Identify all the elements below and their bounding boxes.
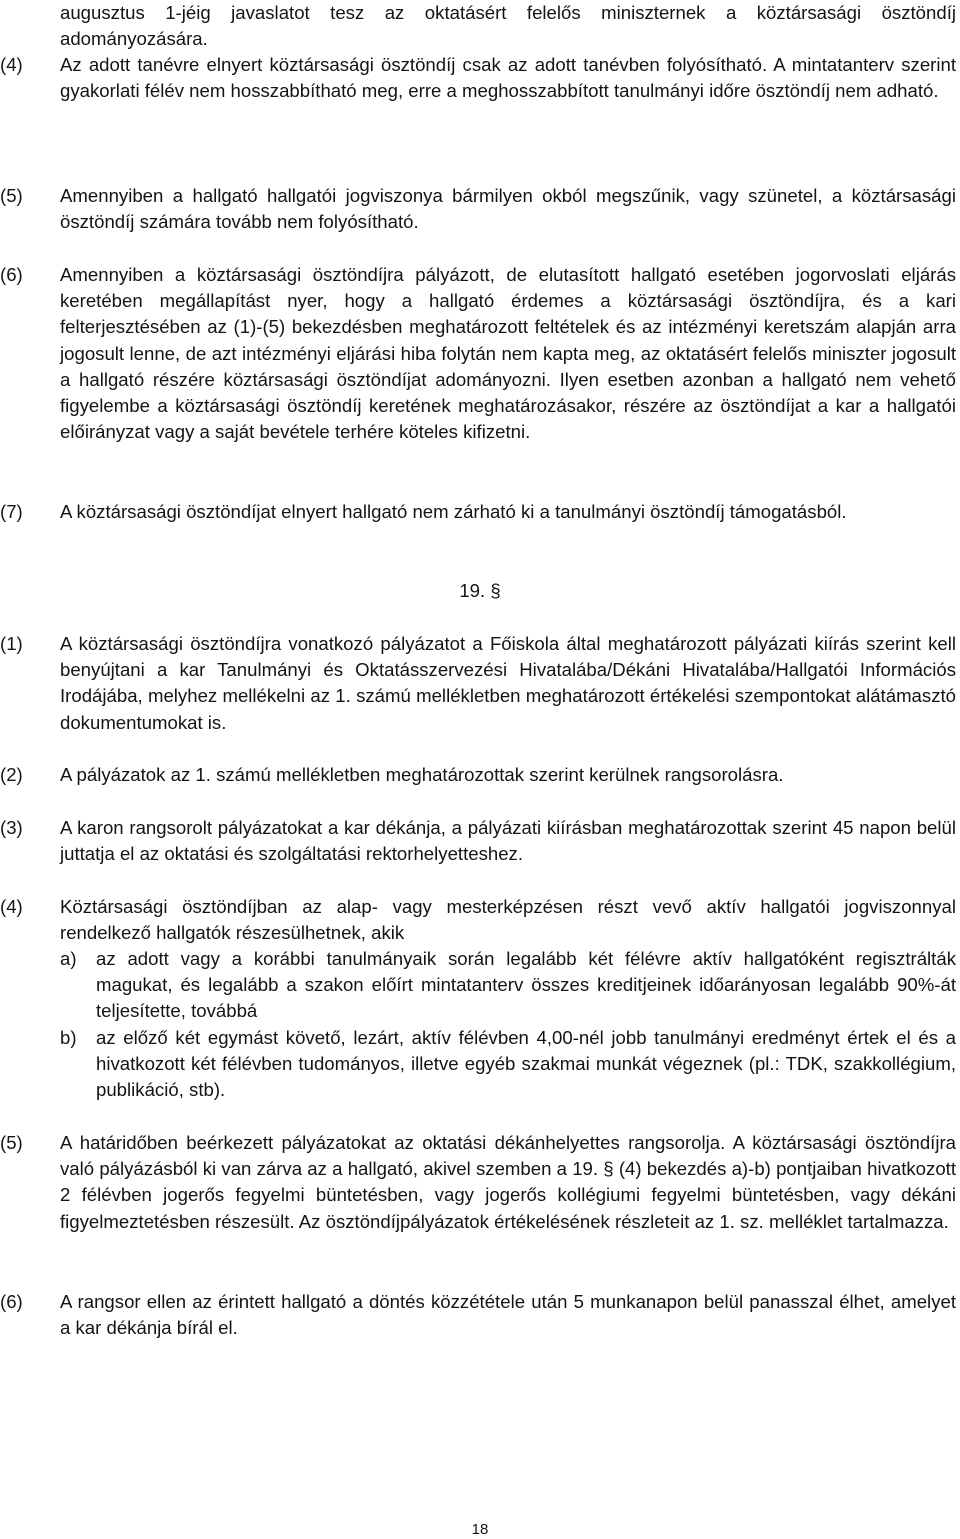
section-heading: 19. § bbox=[459, 580, 501, 601]
list-item-text: az előző két egymást követő, lezárt, aktív félévben 4,00-nél jobb tanulmányi eredményt értek el és a hivatkozott két félévben tudományos, illetve egyéb szakmai munkát végeznek (pl.: TDK, szakkollégium, publikáció, stb). bbox=[96, 1027, 956, 1101]
paragraph-19-3: A karon rangsorolt pályázatokat a kar dékánja, a pályázati kiírásban meghatározottak szerint 45 napon belül juttatja el az oktatási és szolgáltatási rektorhelyetteshez. bbox=[60, 817, 956, 865]
paragraph-number: (6) bbox=[0, 264, 23, 285]
paragraph-19-2: A pályázatok az 1. számú mellékletben meghatározottak szerint kerülnek rangsorolásra. bbox=[60, 764, 784, 785]
paragraph-19-5: A határidőben beérkezett pályázatokat az oktatási dékánhelyettes rangsorolja. A köztársasági ösztöndíjra való pályázásból ki van zárva az a hallgató, akivel szemben a 19. § (4) bekezdés a)-b) pontjaiban hivatkozott 2 félévben jogerős fegyelmi büntetésben, vagy jogerős kollégiumi fegyelmi büntetésben, vagy dékáni figyelmeztetésben részesült. Az ösztöndíjpályázatok értékelésének részleteit az 1. sz. melléklet tartalmazza. bbox=[60, 1132, 956, 1232]
paragraph-19-1: A köztársasági ösztöndíjra vonatkozó pályázatot a Főiskola által meghatározott pályázati kiírás szerint kell benyújtani a kar Tanulmányi és Oktatásszervezési Hivatalába/Dékáni Hivatalába/Hallgatói Információs Irodájába, melyhez mellékelni az 1. számú mellékletben meghatározott értékelési szempontokat alátámasztó dokumentumokat is. bbox=[60, 633, 956, 733]
page-number: 18 bbox=[471, 1521, 489, 1538]
paragraph-number: (5) bbox=[0, 1132, 23, 1153]
paragraph-18-7: A köztársasági ösztöndíjat elnyert hallgató nem zárható ki a tanulmányi ösztöndíj támogatásból. bbox=[60, 501, 847, 522]
paragraph-number: (3) bbox=[0, 817, 23, 838]
paragraph-number: (1) bbox=[0, 633, 23, 654]
paragraph-18-5: Amennyiben a hallgató hallgatói jogviszonya bármilyen okból megszűnik, vagy szünetel, a köztársasági ösztöndíj számára tovább nem folyósítható. bbox=[60, 185, 956, 233]
paragraph-number: (7) bbox=[0, 501, 23, 522]
intro-continuation-paragraph: augusztus 1-jéig javaslatot tesz az oktatásért felelős miniszternek a köztársasági ösztöndíj adományozására. bbox=[60, 2, 956, 50]
list-item-label: a) bbox=[60, 948, 77, 969]
paragraph-18-4: Az adott tanévre elnyert köztársasági ösztöndíj csak az adott tanévben folyósítható. A mintatanterv szerint gyakorlati félév nem hosszabbítható meg, erre a meghosszabbított tanulmányi időre ösztöndíj nem adható. bbox=[60, 54, 956, 102]
paragraph-19-4: Köztársasági ösztöndíjban az alap- vagy mesterképzésen részt vevő aktív hallgatói jogviszonnyal rendelkező hallgatók részesülhetnek, akik bbox=[60, 896, 956, 944]
list-item-label: b) bbox=[60, 1027, 77, 1048]
list-item-text: az adott vagy a korábbi tanulmányaik során legalább két félévre aktív hallgatóként regisztrálták magukat, és legalább a szakon előírt mintatanterv összes kreditjeinek időarányosan legalább 90%-át teljesítette, továbbá bbox=[96, 948, 956, 1022]
paragraph-18-6: Amennyiben a köztársasági ösztöndíjra pályázott, de elutasított hallgató esetében jogorvoslati eljárás keretében megállapítást nyer, hogy a hallgató érdemes a köztársasági ösztöndíjra, és a kari felterjesztésében az (1)-(5) bekezdésben meghatározott feltételek és az intézményi keretszám alapján arra jogosult lenne, de azt intézményi eljárási hiba folytán nem kapta meg, az oktatásért felelős miniszter jogosult a hallgató részére köztársasági ösztöndíjat adományozni. Ilyen esetben azonban a hallgató nem vehető figyelembe a köztársasági ösztöndíj keretének meghatározásakor, részére az ösztöndíjat a kar a hallgatói előirányzat vagy a saját bevétele terhére köteles kifizetni. bbox=[60, 264, 956, 443]
paragraph-number: (6) bbox=[0, 1291, 23, 1312]
paragraph-19-6: A rangsor ellen az érintett hallgató a döntés közzététele után 5 munkanapon belül panasszal élhet, amelyet a kar dékánja bírál el. bbox=[60, 1291, 956, 1339]
paragraph-number: (4) bbox=[0, 896, 23, 917]
paragraph-number: (4) bbox=[0, 54, 23, 75]
paragraph-number: (2) bbox=[0, 764, 23, 785]
paragraph-number: (5) bbox=[0, 185, 23, 206]
